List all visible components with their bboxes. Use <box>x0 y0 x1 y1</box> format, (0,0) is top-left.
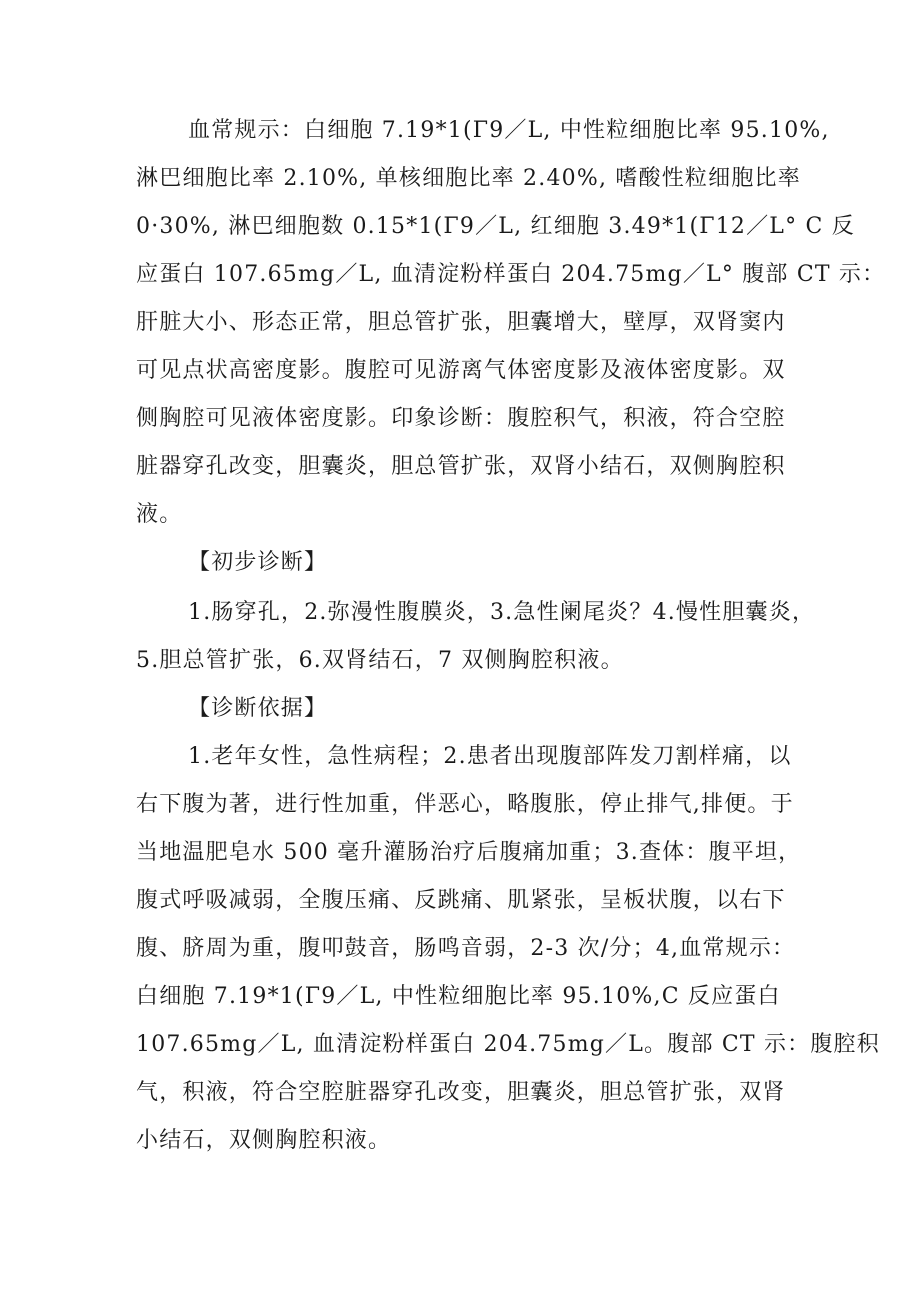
text-line: 107.65mg／L, 血清淀粉样蛋白 204.75mg／L。腹部 CT 示：腹腔积 <box>136 1032 880 1057</box>
section-heading-diagnosis-basis: 【诊断依据】 <box>188 696 328 721</box>
text-line: 气，积液，符合空腔脏器穿孔改变，胆囊炎，胆总管扩张，双肾 <box>136 1080 786 1105</box>
text-line: 肝脏大小、形态正常，胆总管扩张，胆囊增大，壁厚，双肾窦内 <box>136 310 786 335</box>
text-line: 1.老年女性，急性病程；2.患者出现腹部阵发刀割样痛，以 <box>188 744 792 769</box>
text-line: 0·30%, 淋巴细胞数 0.15*1(Γ9／L, 红细胞 3.49*1(Γ12／L° C 反 <box>136 214 855 239</box>
section-heading-preliminary-diagnosis: 【初步诊断】 <box>188 550 328 575</box>
text-line: 可见点状高密度影。腹腔可见游离气体密度影及液体密度影。双 <box>136 358 786 383</box>
text-line: 小结石，双侧胸腔积液。 <box>136 1128 392 1153</box>
text-line: 当地温肥皂水 500 毫升灌肠治疗后腹痛加重；3.查体：腹平坦， <box>136 840 802 865</box>
text-line: 血常规示：白细胞 7.19*1(Γ9／L, 中性粒细胞比率 95.10%, <box>188 118 830 143</box>
text-line: 白细胞 7.19*1(Γ9／L, 中性粒细胞比率 95.10%,C 反应蛋白 <box>136 984 781 1009</box>
text-line: 右下腹为著，进行性加重，伴恶心，略腹胀，停止排气,排便。于 <box>136 792 794 817</box>
text-line: 侧胸腔可见液体密度影。印象诊断：腹腔积气，积液，符合空腔 <box>136 406 786 431</box>
text-line: 脏器穿孔改变，胆囊炎，胆总管扩张，双肾小结石，双侧胸腔积 <box>136 454 786 479</box>
text-line: 腹、脐周为重，腹叩鼓音，肠鸣音弱，2-3 次/分；4,血常规示： <box>136 936 796 961</box>
text-line: 液。 <box>136 502 183 527</box>
text-line: 1.肠穿孔，2.弥漫性腹膜炎，3.急性阑尾炎？4.慢性胆囊炎， <box>188 600 816 625</box>
text-line: 5.胆总管扩张，6.双肾结石，7 双侧胸腔积液。 <box>136 648 624 673</box>
text-line: 应蛋白 107.65mg／L, 血清淀粉样蛋白 204.75mg／L° 腹部 CT 示： <box>136 262 886 287</box>
text-line: 腹式呼吸减弱，全腹压痛、反跳痛、肌紧张，呈板状腹，以右下 <box>136 888 786 913</box>
text-line: 淋巴细胞比率 2.10%, 单核细胞比率 2.40%, 嗜酸性粒细胞比率 <box>136 166 801 191</box>
